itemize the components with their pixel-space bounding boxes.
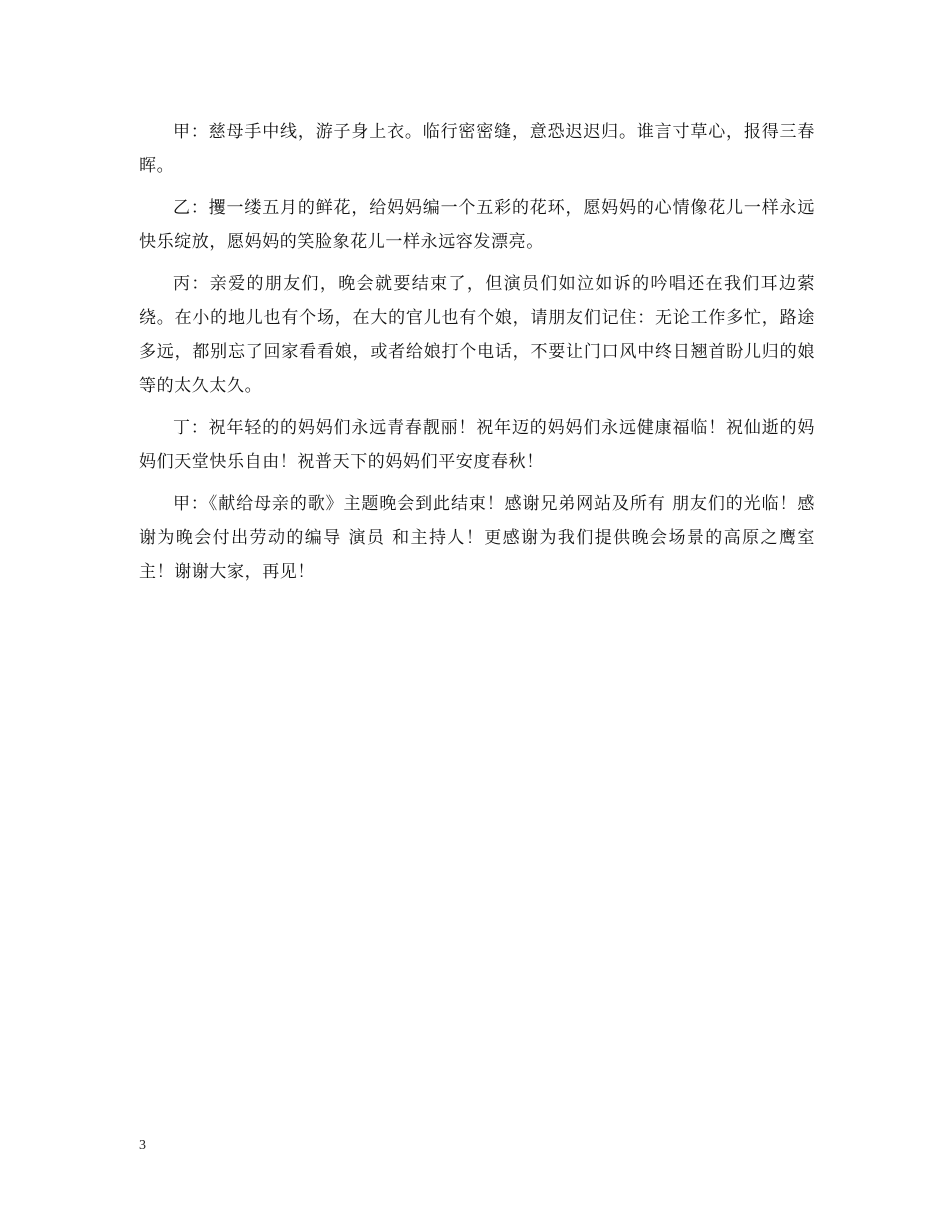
paragraph-jia-opening: 甲：慈母手中线，游子身上衣。临行密密缝，意恐迟迟归。谁言寸草心，报得三春晖。 (139, 122, 815, 176)
page-number: 3 (139, 1138, 146, 1153)
document-body (139, 115, 815, 597)
paragraph-jia-closing: 甲：《献给母亲的歌》主题晚会到此结束！感谢兄弟网站及所有 朋友们的光临！感谢为晚会付出劳动的编导 演员 和主持人！更感谢为我们提供晚会场景的高原之鹰室主！谢谢大家，再见！ (139, 494, 815, 582)
paragraph-bing: 丙：亲爱的朋友们，晚会就要结束了，但演员们如泣如诉的吟唱还在我们耳边萦绕。在小的地儿也有个场，在大的官儿也有个娘，请朋友们记住：无论工作多忙，路途多远，都别忘了回家看看娘，或者给娘打个电话，不要让门口风中终日翘首盼儿归的娘等的太久太久。 (139, 274, 815, 396)
paragraph-ding: 丁：祝年轻的的妈妈们永远青春靓丽！祝年迈的妈妈们永远健康福临！祝仙逝的妈妈们天堂快乐自由！祝普天下的妈妈们平安度春秋！ (139, 418, 815, 472)
paragraph-yi: 乙：攫一缕五月的鲜花，给妈妈编一个五彩的花环，愿妈妈的心情像花儿一样永远快乐绽放，愿妈妈的笑脸象花儿一样永远容发漂亮。 (139, 198, 815, 252)
